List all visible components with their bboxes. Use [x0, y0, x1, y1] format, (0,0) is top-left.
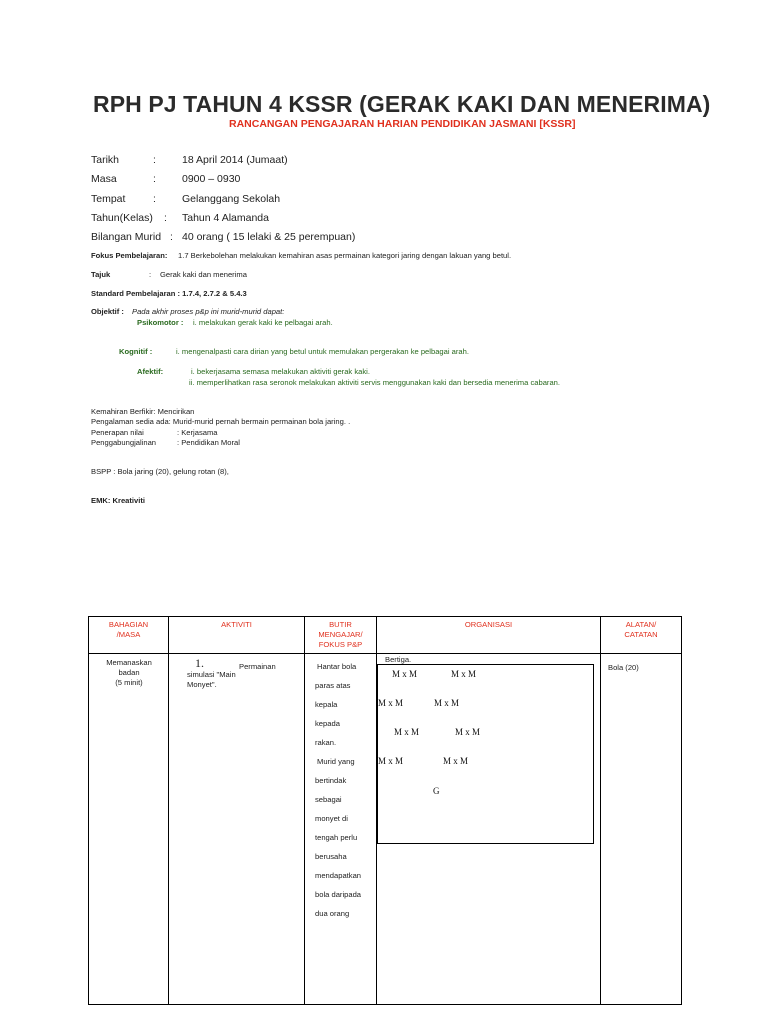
formation-trio: M x M	[392, 669, 418, 679]
penerapan-label: Penerapan nilai	[91, 428, 144, 437]
objektif-label: Objektif :	[91, 307, 124, 316]
table-row	[89, 654, 682, 1005]
info-label-tarikh: Tarikh	[91, 154, 120, 166]
formation-trio: M x M	[451, 669, 477, 679]
penggabungjalinan-label: Penggabungjalinan	[91, 438, 157, 447]
page-title: RPH PJ TAHUN 4 KSSR (GERAK KAKI DAN MENERIMA)	[93, 91, 711, 117]
info-value-masa: 0900 – 0930	[182, 173, 241, 185]
pengalaman-sedia-ada: Pengalaman sedia ada: Murid-murid pernah bermain permainan bola jaring. .	[91, 417, 351, 426]
fokus-label: Fokus Pembelajaran:	[91, 251, 168, 260]
cell-organisasi	[377, 654, 601, 1005]
info-colon: :	[153, 154, 156, 166]
tajuk-colon: :	[149, 270, 152, 279]
afektif-value-2: ii. memperlihatkan rasa seronok melakukan aktiviti servis menggunakan kaki dan bersedia menerima cabaran.	[189, 378, 561, 387]
header-organisasi: ORGANISASI	[377, 617, 601, 654]
info-value-tempat: Gelanggang Sekolah	[182, 193, 281, 205]
cell-alatan: Bola (20)	[601, 654, 682, 1005]
header-butir: BUTIR MENGAJAR/ FOKUS P&P	[305, 617, 377, 654]
header-aktiviti: AKTIVITI	[169, 617, 305, 654]
bspp: BSPP : Bola jaring (20), gelung rotan (8),	[91, 467, 229, 476]
kemahiran-berfikir: Kemahiran Berfikir: Mencirikan	[91, 407, 195, 416]
formation-trio: M x M	[455, 727, 481, 737]
info-label-tempat: Tempat	[91, 193, 126, 205]
standard-pembelajaran: Standard Pembelajaran : 1.7.4, 2.7.2 & 5.4.3	[91, 289, 247, 298]
org-label: Bertiga.	[385, 655, 412, 664]
info-colon: :	[170, 231, 173, 243]
formation-trio: M x M	[394, 727, 420, 737]
info-colon: :	[153, 173, 156, 185]
info-value-tarikh: 18 April 2014 (Jumaat)	[182, 154, 288, 166]
table-header-row	[89, 617, 682, 654]
psikomotor-label: Psikomotor :	[137, 318, 184, 327]
info-colon: :	[164, 212, 167, 224]
info-colon: :	[153, 193, 156, 205]
tajuk-label: Tajuk	[91, 270, 111, 279]
lesson-table	[88, 616, 682, 1005]
cell-bahagian: Memanaskan badan (5 minit)	[89, 654, 169, 1005]
header-bahagian: BAHAGIAN /MASA	[89, 617, 169, 654]
page-subtitle: RANCANGAN PENGAJARAN HARIAN PENDIDIKAN JASMANI [KSSR]	[229, 118, 576, 130]
cell-aktiviti: 1. Permainan simulasi "Main Monyet".	[169, 654, 305, 1005]
afektif-label: Afektif:	[137, 367, 164, 376]
fokus-value: 1.7 Berkebolehan melakukan kemahiran asas permainan kategori jaring dengan lakuan yang betul.	[178, 251, 512, 260]
formation-trio: M x M	[378, 756, 404, 766]
info-label-tahun: Tahun(Kelas)	[91, 212, 153, 224]
formation-trio: M x M	[443, 756, 469, 766]
info-value-bilangan: 40 orang ( 15 lelaki & 25 perempuan)	[182, 231, 356, 243]
info-value-tahun: Tahun 4 Alamanda	[182, 212, 269, 224]
cell-butir: Hantar bola paras atas kepala kepada rakan. Murid yang bertindak sebagai monyet di tengah perlu berusaha mendapatkan bola daripada dua orang	[305, 654, 377, 1005]
penggabungjalinan-value: : Pendidikan Moral	[177, 438, 240, 447]
aktiviti-number: 1.	[195, 656, 204, 670]
kognitif-value: i. mengenalpasti cara dirian yang betul untuk memulakan pergerakan ke pelbagai arah.	[176, 347, 469, 356]
formation-trio: M x M	[434, 698, 460, 708]
penerapan-value: : Kerjasama	[177, 428, 218, 437]
emk: EMK: Kreativiti	[91, 496, 146, 505]
info-label-bilangan: Bilangan Murid	[91, 231, 162, 243]
kognitif-label: Kognitif :	[119, 347, 153, 356]
objektif-value: Pada akhir proses p&p ini murid-murid dapat:	[132, 307, 285, 316]
tajuk-value: Gerak kaki dan menerima	[160, 270, 247, 279]
afektif-value-1: i. bekerjasama semasa melakukan aktiviti gerak kaki.	[191, 367, 370, 376]
teacher-marker: G	[433, 786, 440, 796]
info-label-masa: Masa	[91, 173, 117, 185]
formation-trio: M x M	[378, 698, 404, 708]
psikomotor-value: i. melakukan gerak kaki ke pelbagai arah.	[193, 318, 333, 327]
header-alatan: ALATAN/ CATATAN	[601, 617, 682, 654]
organisasi-diagram	[377, 664, 594, 844]
